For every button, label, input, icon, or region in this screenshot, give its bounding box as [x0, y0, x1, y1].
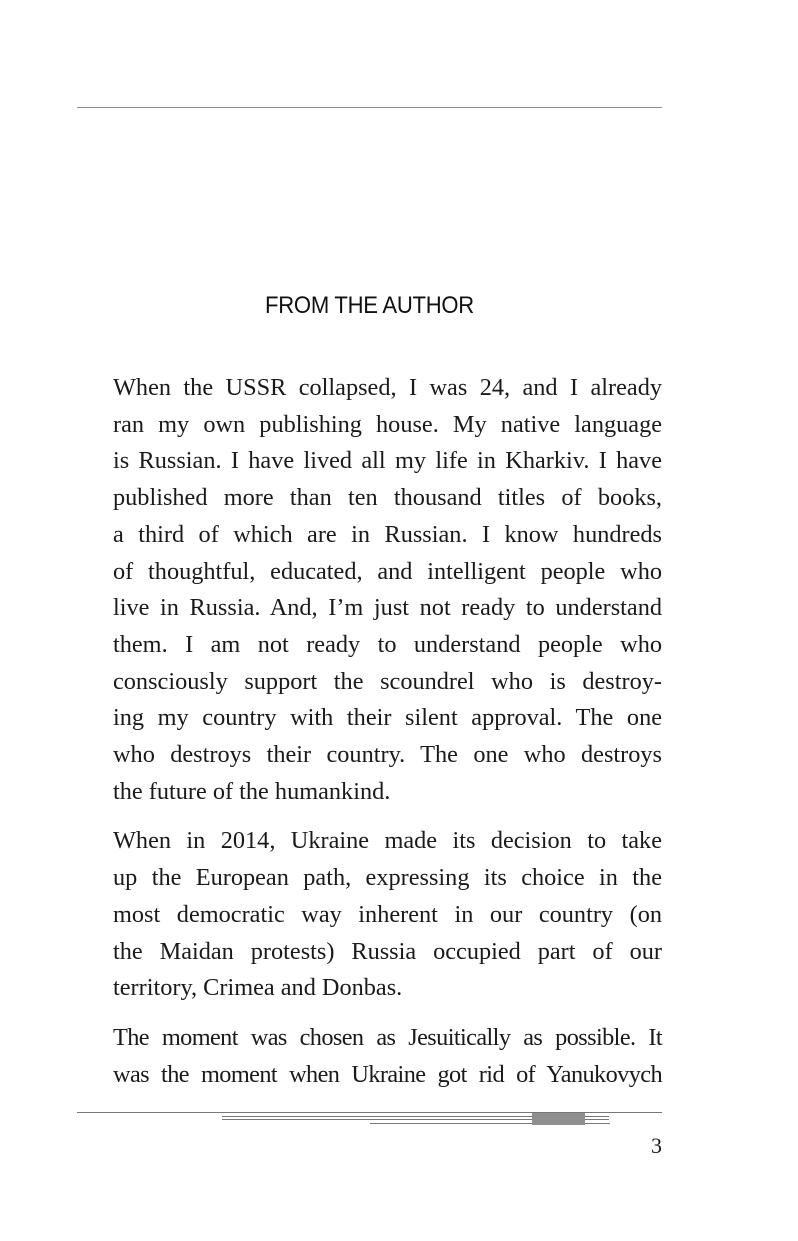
- text-line: consciously support the scoundrel who is destroy-: [113, 667, 662, 695]
- text-line: of thoughtful, educated, and intelligent people who: [113, 557, 662, 585]
- body-text: [77, 370, 662, 1106]
- text-line: a third of which are in Russian. I know hundreds: [113, 520, 662, 548]
- text-line: territory, Crimea and Donbas.: [113, 974, 403, 1002]
- section-heading: FROM THE AUTHOR: [265, 292, 474, 319]
- text-line: the Maidan protests) Russia occupied part of our: [113, 937, 662, 965]
- text-line: When in 2014, Ukraine made its decision to take: [113, 827, 662, 855]
- text-line: ing my country with their silent approval. The one: [113, 704, 662, 732]
- footer-block: [532, 1113, 585, 1125]
- text-line: ran my own publishing house. My native language: [113, 410, 662, 438]
- text-line: was the moment when Ukraine got rid of Yanukovych: [113, 1060, 662, 1088]
- text-line: up the European path, expressing its choice in the: [113, 864, 662, 892]
- text-line: most democratic way inherent in our country (on: [113, 900, 662, 928]
- text-line: published more than ten thousand titles of books,: [113, 484, 662, 512]
- header-rule: [77, 107, 662, 108]
- text-line: who destroys their country. The one who destroys: [113, 741, 662, 769]
- page-number: 3: [651, 1133, 662, 1158]
- text-line: The moment was chosen as Jesuitically as possible. It: [113, 1023, 662, 1051]
- paragraph-3: [77, 1020, 662, 1093]
- text-line: the future of the humankind.: [113, 777, 391, 805]
- text-line: is Russian. I have lived all my life in Kharkiv. I have: [113, 447, 662, 475]
- text-line: them. I am not ready to understand people who: [113, 630, 662, 658]
- paragraph-2: [77, 823, 662, 1007]
- paragraph-1: [77, 370, 662, 810]
- text-line: When the USSR collapsed, I was 24, and I already: [113, 374, 662, 401]
- text-line: live in Russia. And, I’m just not ready to understand: [113, 594, 662, 622]
